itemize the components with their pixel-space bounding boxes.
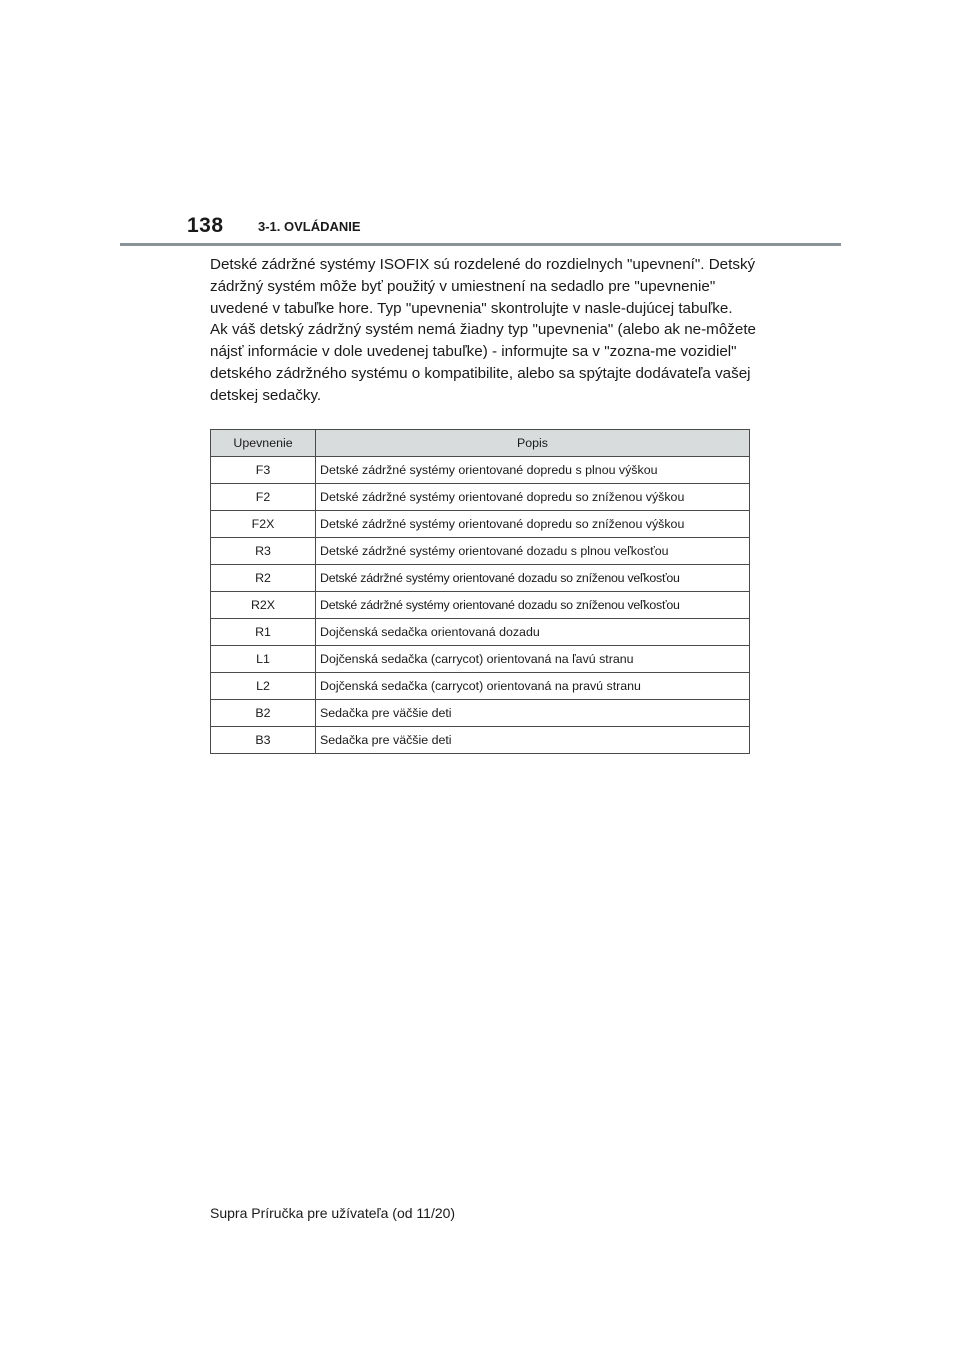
fixture-code: B3: [211, 727, 316, 754]
table-row: [211, 727, 750, 754]
table-row: [211, 511, 750, 538]
fixture-code: R2X: [211, 592, 316, 619]
fixture-description: Dojčenská sedačka orientovaná dozadu: [316, 619, 750, 646]
fixture-description: Detské zádržné systémy orientované dozadu so zníženou veľkosťou: [316, 565, 750, 592]
table-row: [211, 700, 750, 727]
paragraph-isofix-fixtures: Detské zádržné systémy ISOFIX sú rozdelené do rozdielnych "upevnení". Detský zádržný systém môže byť použitý v umiestnení na sedadlo pre "upevnenie" uvedené v tabuľke hore. Typ "upevnenia" skontrolujte v nasle-dujúcej tabuľke.: [210, 256, 756, 317]
footer-manual-title: Supra Príručka pre užívateľa (od 11/20): [210, 1205, 456, 1221]
fixture-description: Detské zádržné systémy orientované dopredu so zníženou výškou: [316, 511, 750, 538]
body-text: [210, 254, 770, 407]
fixture-code: R1: [211, 619, 316, 646]
fixture-code: L1: [211, 646, 316, 673]
fixture-description: Dojčenská sedačka (carrycot) orientovaná na ľavú stranu: [316, 646, 750, 673]
fixture-code: R3: [211, 538, 316, 565]
table-row: [211, 565, 750, 592]
section-title: 3-1. OVLÁDANIE: [258, 219, 361, 234]
fixture-description: Detské zádržné systémy orientované dozadu s plnou veľkosťou: [316, 538, 750, 565]
fixture-code: R2: [211, 565, 316, 592]
table-row: [211, 673, 750, 700]
table-row: [211, 592, 750, 619]
fixture-description: Dojčenská sedačka (carrycot) orientovaná na pravú stranu: [316, 673, 750, 700]
table-row: [211, 538, 750, 565]
table-header-row: [211, 430, 750, 457]
fixture-code: L2: [211, 673, 316, 700]
fixture-description: Sedačka pre väčšie deti: [316, 700, 750, 727]
column-header-description: Popis: [316, 430, 750, 457]
page-number: 138: [187, 214, 224, 237]
fixture-description: Detské zádržné systémy orientované dopredu s plnou výškou: [316, 457, 750, 484]
fixture-description: Detské zádržné systémy orientované dozadu so zníženou veľkosťou: [316, 592, 750, 619]
table-row: [211, 619, 750, 646]
column-header-fixture: Upevnenie: [211, 430, 316, 457]
fixture-table: [210, 429, 750, 754]
fixture-code: B2: [211, 700, 316, 727]
fixture-code: F3: [211, 457, 316, 484]
fixture-code: F2: [211, 484, 316, 511]
table-row: [211, 484, 750, 511]
table-row: [211, 457, 750, 484]
fixture-code: F2X: [211, 511, 316, 538]
fixture-description: Sedačka pre väčšie deti: [316, 727, 750, 754]
paragraph-no-fixture-type: Ak váš detský zádržný systém nemá žiadny typ "upevnenia" (alebo ak ne-môžete nájsť informácie v dole uvedenej tabuľke) - informujte sa v "zozna-me vozidiel" detského zádržného systému o kompatibilite, alebo sa spýtajte dodávateľa vašej detskej sedačky.: [210, 321, 756, 404]
fixture-description: Detské zádržné systémy orientované dopredu so zníženou výškou: [316, 484, 750, 511]
table-row: [211, 646, 750, 673]
header-divider: [120, 243, 841, 246]
